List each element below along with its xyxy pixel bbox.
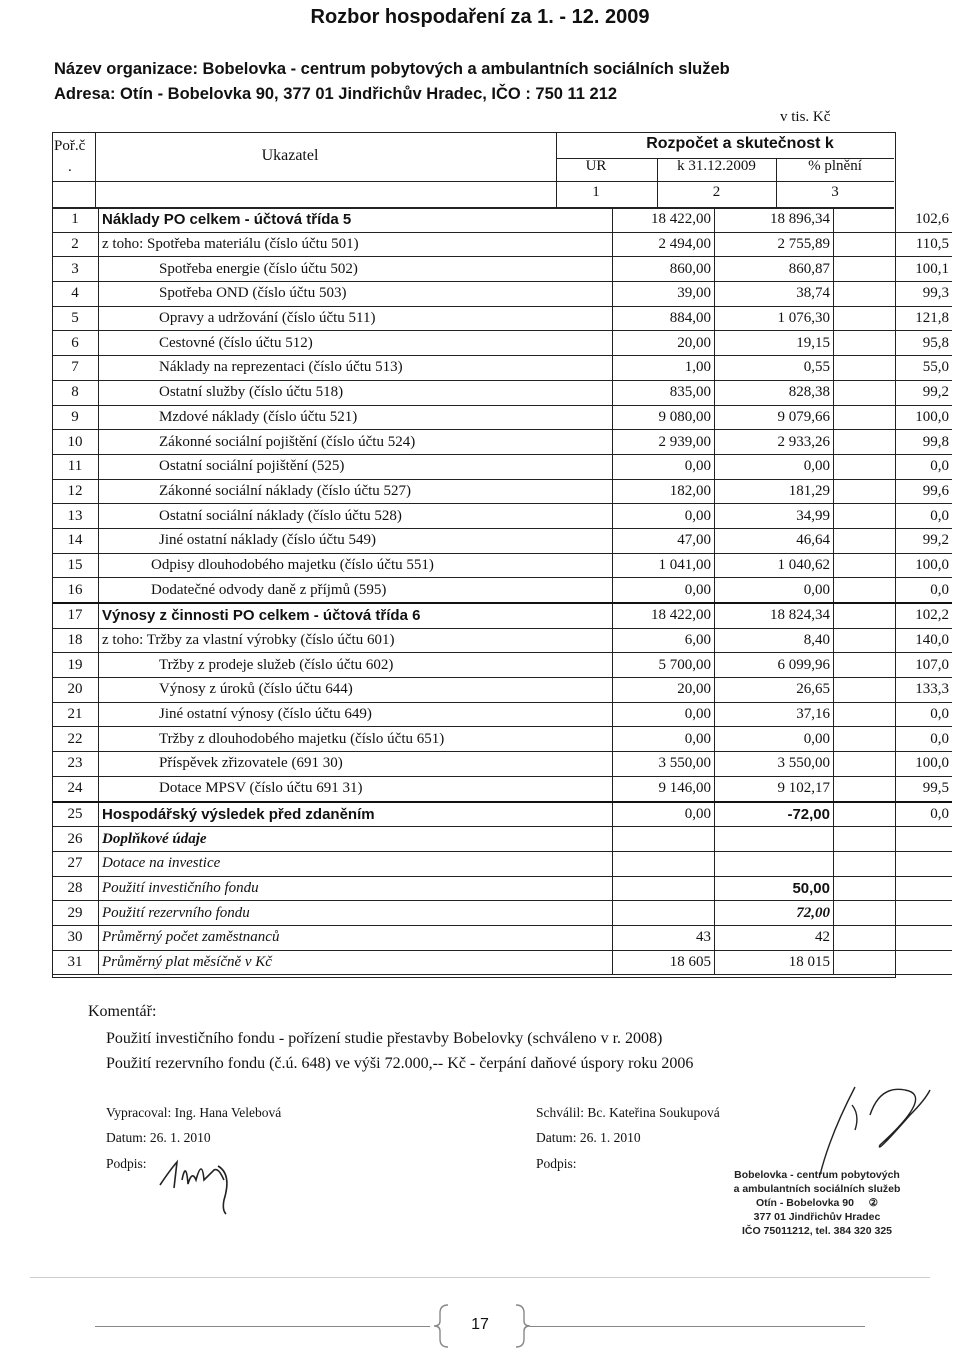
value-actual: 9 102,17	[715, 776, 834, 801]
stamp-number: ②	[868, 1197, 879, 1209]
value-percent	[834, 950, 953, 975]
value-percent: 99,5	[834, 776, 953, 801]
table-row	[52, 876, 952, 901]
row-label: Mzdové náklady (číslo účtu 521)	[99, 405, 613, 430]
value-actual: 0,00	[715, 727, 834, 752]
table-row	[52, 628, 952, 653]
row-label: Náklady na reprezentaci (číslo účtu 513)	[99, 356, 613, 381]
table-row	[52, 727, 952, 752]
table-row	[52, 802, 952, 827]
prepared-by: Vypracoval: Ing. Hana Velebová	[106, 1105, 282, 1120]
footer-divider	[30, 1277, 930, 1278]
value-percent: 110,5	[834, 232, 953, 257]
prepared-signature-label: Podpis:	[106, 1156, 147, 1171]
value-ur: 182,00	[613, 479, 715, 504]
comment-heading: Komentář:	[88, 1003, 157, 1020]
document-title: Rozbor hospodaření za 1. - 12. 2009	[310, 6, 650, 28]
value-actual: 828,38	[715, 380, 834, 405]
value-ur: 0,00	[613, 504, 715, 529]
value-ur: 6,00	[613, 628, 715, 653]
row-number: 10	[52, 430, 99, 455]
stamp-line: Bobelovka - centrum pobytových	[734, 1169, 900, 1181]
table-row	[52, 776, 952, 801]
table-row	[52, 380, 952, 405]
value-percent	[834, 901, 953, 926]
header-indicator: Ukazatel	[261, 147, 319, 164]
row-number: 8	[52, 380, 99, 405]
row-number: 18	[52, 628, 99, 653]
handwritten-signature-icon	[152, 1140, 262, 1220]
table-row	[52, 925, 952, 950]
table-row	[52, 282, 952, 307]
row-label: Dotace MPSV (číslo účtu 691 31)	[99, 776, 613, 801]
value-ur: 20,00	[613, 678, 715, 703]
row-number: 19	[52, 653, 99, 678]
value-ur: 0,00	[613, 454, 715, 479]
table-row	[52, 578, 952, 603]
row-number: 15	[52, 553, 99, 578]
stamp-line-text: Otín - Bobelovka 90	[755, 1197, 854, 1209]
unit-label: v tis. Kč	[780, 109, 831, 125]
row-number: 23	[52, 752, 99, 777]
value-percent: 100,0	[834, 553, 953, 578]
value-actual: 19,15	[715, 331, 834, 356]
value-actual: 1 040,62	[715, 553, 834, 578]
value-ur: 18 605	[613, 950, 715, 975]
row-number: 29	[52, 901, 99, 926]
value-actual: 8,40	[715, 628, 834, 653]
value-ur: 0,00	[613, 802, 715, 827]
value-actual: 72,00	[715, 901, 834, 926]
row-number: 30	[52, 925, 99, 950]
value-actual: 38,74	[715, 282, 834, 307]
row-number: 25	[52, 802, 99, 827]
value-actual: 0,00	[715, 578, 834, 603]
value-actual: 2 933,26	[715, 430, 834, 455]
row-label: Dodatečné odvody daně z příjmů (595)	[99, 578, 613, 603]
value-actual: 0,55	[715, 356, 834, 381]
value-ur: 18 422,00	[613, 603, 715, 628]
table-row	[52, 331, 952, 356]
value-percent	[834, 851, 953, 876]
row-label: Spotřeba energie (číslo účtu 502)	[99, 257, 613, 282]
row-number: 2	[52, 232, 99, 257]
value-percent: 95,8	[834, 331, 953, 356]
row-number: 5	[52, 306, 99, 331]
row-label: Příspěvek zřizovatele (691 30)	[99, 752, 613, 777]
row-number: 20	[52, 678, 99, 703]
table-row	[52, 405, 952, 430]
value-actual: 46,64	[715, 528, 834, 553]
row-number: 24	[52, 776, 99, 801]
row-number: 16	[52, 578, 99, 603]
stamp-line: 377 01 Jindřichův Hradec	[753, 1211, 881, 1223]
table-row	[52, 430, 952, 455]
header-order-dot: .	[68, 159, 72, 175]
table-row	[52, 356, 952, 381]
value-actual	[715, 851, 834, 876]
value-percent: 133,3	[834, 678, 953, 703]
value-percent: 100,0	[834, 405, 953, 430]
value-ur	[613, 827, 715, 852]
value-ur	[613, 901, 715, 926]
approved-date: Datum: 26. 1. 2010	[536, 1130, 641, 1145]
stamp-line	[712, 1196, 922, 1210]
value-ur: 835,00	[613, 380, 715, 405]
value-actual: -72,00	[715, 802, 834, 827]
row-label: Použití rezervního fondu	[99, 901, 613, 926]
value-ur: 1,00	[613, 356, 715, 381]
value-percent: 55,0	[834, 356, 953, 381]
organization-address: Adresa: Otín - Bobelovka 90, 377 01 Jindřichův Hradec, IČO : 750 11 212	[54, 85, 618, 103]
column-divider	[95, 132, 96, 208]
table-row	[52, 827, 952, 852]
value-ur	[613, 851, 715, 876]
row-number: 1	[52, 208, 99, 232]
row-label: Hospodářský výsledek před zdaněním	[99, 802, 613, 827]
value-ur: 0,00	[613, 578, 715, 603]
value-ur: 9 080,00	[613, 405, 715, 430]
value-percent	[834, 827, 953, 852]
value-ur: 3 550,00	[613, 752, 715, 777]
header-col-actual: k 31.12.2009	[677, 158, 756, 174]
stamp-line: a ambulantních sociálních služeb	[733, 1183, 901, 1195]
value-ur: 1 041,00	[613, 553, 715, 578]
row-label: Jiné ostatní náklady (číslo účtu 549)	[99, 528, 613, 553]
value-percent: 121,8	[834, 306, 953, 331]
table-row	[52, 454, 952, 479]
value-ur: 2 494,00	[613, 232, 715, 257]
value-percent: 0,0	[834, 802, 953, 827]
row-number: 28	[52, 876, 99, 901]
value-percent: 107,0	[834, 653, 953, 678]
row-label: Dotace na investice	[99, 851, 613, 876]
value-percent: 100,1	[834, 257, 953, 282]
table-row	[52, 208, 952, 232]
official-stamp	[712, 1168, 922, 1238]
row-number: 31	[52, 950, 99, 975]
row-label: Jiné ostatní výnosy (číslo účtu 649)	[99, 702, 613, 727]
table-row	[52, 306, 952, 331]
value-percent: 0,0	[834, 454, 953, 479]
table-row	[52, 553, 952, 578]
table-row	[52, 479, 952, 504]
row-number: 17	[52, 603, 99, 628]
value-ur: 43	[613, 925, 715, 950]
value-ur: 2 939,00	[613, 430, 715, 455]
row-label: z toho: Spotřeba materiálu (číslo účtu 501)	[99, 232, 613, 257]
value-ur	[613, 876, 715, 901]
table-row	[52, 678, 952, 703]
row-label: Tržby z dlouhodobého majetku (číslo účtu 651)	[99, 727, 613, 752]
value-percent: 102,2	[834, 603, 953, 628]
row-label: Průměrný počet zaměstnanců	[99, 925, 613, 950]
header-divider	[52, 181, 894, 182]
row-label: Náklady PO celkem - účtová třída 5	[99, 208, 613, 232]
header-col-number: 3	[831, 184, 839, 200]
row-label: Zákonné sociální náklady (číslo účtu 527)	[99, 479, 613, 504]
value-percent: 0,0	[834, 727, 953, 752]
table-row	[52, 528, 952, 553]
prepared-date: Datum: 26. 1. 2010	[106, 1130, 211, 1145]
table-row	[52, 504, 952, 529]
value-percent: 99,6	[834, 479, 953, 504]
value-percent: 0,0	[834, 578, 953, 603]
value-actual: 1 076,30	[715, 306, 834, 331]
value-ur: 5 700,00	[613, 653, 715, 678]
row-label: Cestovné (číslo účtu 512)	[99, 331, 613, 356]
value-ur: 9 146,00	[613, 776, 715, 801]
row-number: 27	[52, 851, 99, 876]
value-percent: 99,3	[834, 282, 953, 307]
value-ur: 20,00	[613, 331, 715, 356]
value-actual: 26,65	[715, 678, 834, 703]
value-percent: 0,0	[834, 504, 953, 529]
row-number: 6	[52, 331, 99, 356]
header-col-number: 1	[592, 184, 600, 200]
value-ur: 47,00	[613, 528, 715, 553]
value-percent: 0,0	[834, 702, 953, 727]
row-number: 22	[52, 727, 99, 752]
value-actual: 6 099,96	[715, 653, 834, 678]
row-label: Výnosy z úroků (číslo účtu 644)	[99, 678, 613, 703]
value-actual: 37,16	[715, 702, 834, 727]
row-number: 21	[52, 702, 99, 727]
row-number: 4	[52, 282, 99, 307]
row-label: Doplňkové údaje	[99, 827, 613, 852]
row-number: 26	[52, 827, 99, 852]
value-actual: 860,87	[715, 257, 834, 282]
value-percent: 140,0	[834, 628, 953, 653]
row-label: Výnosy z činnosti PO celkem - účtová třída 6	[99, 603, 613, 628]
footer-rule	[95, 1326, 430, 1327]
row-label: Průměrný plat měsíčně v Kč	[99, 950, 613, 975]
header-col-ur: UR	[585, 158, 607, 174]
row-label: Použití investičního fondu	[99, 876, 613, 901]
value-ur: 0,00	[613, 727, 715, 752]
approved-signature-label: Podpis:	[536, 1156, 577, 1171]
value-actual: 9 079,66	[715, 405, 834, 430]
value-ur: 860,00	[613, 257, 715, 282]
comment-line: Použití rezervního fondu (č.ú. 648) ve výši 72.000,-- Kč - čerpání daňové úspory roku 2006	[106, 1055, 694, 1072]
row-number: 13	[52, 504, 99, 529]
value-actual: 50,00	[715, 876, 834, 901]
row-label: Zákonné sociální pojištění (číslo účtu 524)	[99, 430, 613, 455]
value-percent	[834, 876, 953, 901]
row-label: Tržby z prodeje služeb (číslo účtu 602)	[99, 653, 613, 678]
value-ur: 18 422,00	[613, 208, 715, 232]
value-ur: 39,00	[613, 282, 715, 307]
value-percent: 99,8	[834, 430, 953, 455]
value-percent: 99,2	[834, 528, 953, 553]
value-actual: 181,29	[715, 479, 834, 504]
table-row	[52, 702, 952, 727]
header-col-percent: % plnění	[808, 158, 862, 174]
row-number: 12	[52, 479, 99, 504]
header-col-number: 2	[712, 184, 721, 200]
value-percent: 100,0	[834, 752, 953, 777]
value-actual: 18 015	[715, 950, 834, 975]
row-label: Odpisy dlouhodobého majetku (číslo účtu 551)	[99, 553, 613, 578]
row-label: Opravy a udržování (číslo účtu 511)	[99, 306, 613, 331]
row-number: 3	[52, 257, 99, 282]
row-label: Ostatní sociální pojištění (525)	[99, 454, 613, 479]
value-ur: 884,00	[613, 306, 715, 331]
budget-table	[52, 208, 952, 975]
row-number: 14	[52, 528, 99, 553]
value-percent	[834, 925, 953, 950]
value-percent: 102,6	[834, 208, 953, 232]
table-row	[52, 752, 952, 777]
table-row	[52, 257, 952, 282]
table-row	[52, 603, 952, 628]
approved-by: Schválil: Bc. Kateřina Soukupová	[536, 1105, 720, 1120]
table-row	[52, 232, 952, 257]
organization-name: Název organizace: Bobelovka - centrum pobytových a ambulantních sociálních služeb	[54, 60, 730, 78]
row-label: Ostatní služby (číslo účtu 518)	[99, 380, 613, 405]
header-budget: Rozpočet a skutečnost k	[646, 135, 834, 152]
value-actual: 18 824,34	[715, 603, 834, 628]
value-ur: 0,00	[613, 702, 715, 727]
value-actual: 2 755,89	[715, 232, 834, 257]
table-row	[52, 851, 952, 876]
row-number: 7	[52, 356, 99, 381]
comment-line: Použití investičního fondu - pořízení studie přestavby Bobelovky (schváleno v r. 2008)	[106, 1030, 663, 1047]
table-row	[52, 901, 952, 926]
stamp-line: IČO 75011212, tel. 384 320 325	[741, 1225, 893, 1237]
row-label: Ostatní sociální náklady (číslo účtu 528)	[99, 504, 613, 529]
header-order-number: Poř.č	[54, 138, 86, 154]
table-row	[52, 653, 952, 678]
value-actual: 3 550,00	[715, 752, 834, 777]
value-actual: 34,99	[715, 504, 834, 529]
table-row	[52, 950, 952, 975]
value-percent: 99,2	[834, 380, 953, 405]
value-actual	[715, 827, 834, 852]
value-actual: 0,00	[715, 454, 834, 479]
footer-rule	[530, 1326, 865, 1327]
row-label: z toho: Tržby za vlastní výrobky (číslo účtu 601)	[99, 628, 613, 653]
page-number: 17	[471, 1316, 489, 1333]
row-number: 9	[52, 405, 99, 430]
value-actual: 42	[715, 925, 834, 950]
value-actual: 18 896,34	[715, 208, 834, 232]
row-number: 11	[52, 454, 99, 479]
row-label: Spotřeba OND (číslo účtu 503)	[99, 282, 613, 307]
